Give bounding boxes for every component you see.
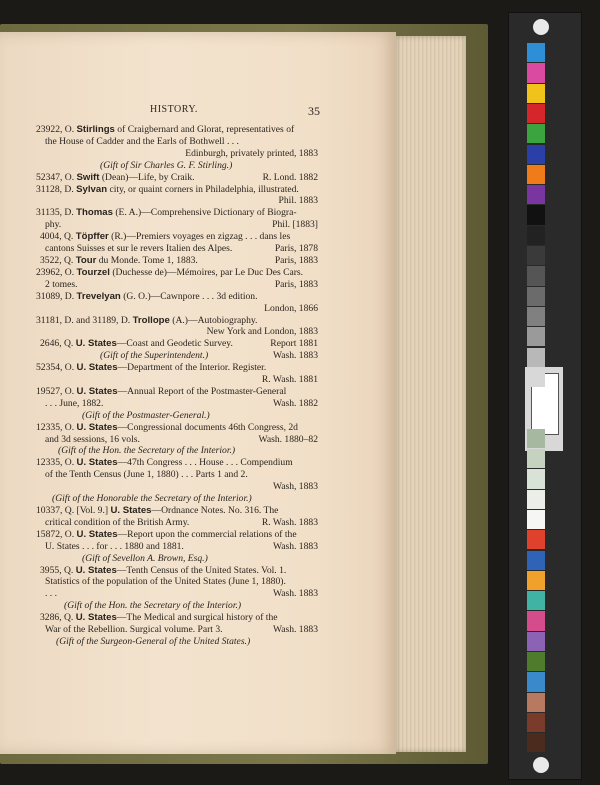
- catalog-entry: [36, 172, 318, 184]
- catalog-entry: [36, 255, 318, 267]
- page-header: [150, 104, 320, 120]
- entry-line: Statistics of the population of the United States (June 1, 1880).: [45, 576, 286, 588]
- entry-line: 31089, D. Trevelyan (G. O.)—Cawnpore . . . 3d edition.: [36, 290, 258, 302]
- color-patch: [527, 591, 545, 610]
- color-patch: [527, 307, 545, 326]
- color-patch: [527, 287, 545, 306]
- catalog-entry: [36, 207, 318, 231]
- entry-heading: U. States: [110, 505, 152, 516]
- color-patch: [527, 530, 545, 549]
- catalog-entry: [36, 124, 318, 172]
- color-patch: [527, 327, 545, 346]
- color-patch: [527, 205, 545, 224]
- catalog-entry: [36, 457, 318, 505]
- entry-line: 2646, Q. U. States—Coast and Geodetic Survey. Report 1881: [40, 338, 318, 350]
- entry-line: 10337, Q. [Vol. 9.] U. States—Ordnance Notes. No. 316. The: [36, 505, 279, 516]
- catalog-entry: [36, 386, 318, 422]
- entry-line: 52354, O. U. States—Department of the Interior. Register.: [36, 362, 267, 374]
- entry-heading: U. States: [75, 564, 117, 576]
- page-number: 35: [308, 104, 320, 118]
- color-patch: [527, 348, 545, 367]
- catalog-entry: [36, 184, 318, 208]
- entry-line: . . . Wash. 1883: [45, 588, 318, 600]
- entry-line: 31181, D. and 31189, D. Trollope (A.)—Autobiography.: [36, 314, 258, 326]
- catalog-entry: [36, 291, 318, 315]
- color-patch: [527, 490, 545, 509]
- entry-line: 23962, O. Tourzel (Duchesse de)—Mémoires, par Le Duc Des Cars.: [36, 266, 304, 278]
- entry-line: U. States . . . for . . . 1880 and 1881. Wash. 1883: [45, 540, 318, 552]
- color-patch: [527, 84, 545, 103]
- entry-line: cantons Suisses et sur le revers Italien des Alpes. Paris, 1878: [45, 243, 318, 255]
- entry-line: 19527, O. U. States—Annual Report of the Postmaster-General: [36, 385, 287, 397]
- entry-heading: Trevelyan: [76, 290, 121, 302]
- entry-heading: Tour: [75, 254, 97, 266]
- color-patch: [527, 246, 545, 265]
- catalog-entry: [36, 565, 318, 613]
- entry-line: 12335, O. U. States—Congressional documents 46th Congress, 2d: [36, 421, 298, 433]
- catalog-entry: [36, 422, 318, 458]
- entry-line: 15872, O. U. States—Report upon the commercial relations of the: [36, 528, 297, 540]
- color-patch: [527, 429, 545, 448]
- entry-heading: U. States: [76, 528, 118, 540]
- entry-heading: U. States: [76, 457, 118, 469]
- catalog-entry: [36, 231, 318, 255]
- entry-line: 12335, O. U. States—47th Congress . . . House . . . Compendium: [36, 457, 293, 469]
- entry-line: 3955, Q. U. States—Tenth Census of the United States. Vol. 1.: [40, 564, 287, 576]
- color-patch: [527, 449, 545, 468]
- color-patch: [527, 266, 545, 285]
- entry-line: 31128, D. Sylvan city, or quaint corners in Philadelphia, illustrated.: [36, 183, 299, 195]
- color-patch: [527, 104, 545, 123]
- color-checker: [508, 12, 582, 780]
- entry-line: Edinburgh, privately printed, 1883: [185, 147, 318, 159]
- catalog-entry: [36, 267, 318, 291]
- entry-line: 3286, Q. U. States—The Medical and surgical history of the: [40, 612, 278, 624]
- color-patch: [527, 571, 545, 590]
- catalog-entry: [36, 612, 318, 648]
- entry-heading: U. States: [76, 385, 118, 397]
- entry-line: 23922, O. Stirlings of Craigbernard and Glorat, representatives of: [36, 124, 295, 135]
- color-patch: [527, 551, 545, 570]
- color-patch: [527, 672, 545, 691]
- catalog-entry: [36, 362, 318, 386]
- color-patch: [527, 469, 545, 488]
- entry-line: 4004, Q. Töpffer (R.)—Premiers voyages en zigzag . . . dans les: [40, 231, 291, 243]
- entry-heading: U. States: [76, 421, 118, 433]
- entry-heading: Sylvan: [76, 183, 108, 195]
- entry-line: (Gift of the Honorable the Secretary of the Interior.): [52, 493, 252, 505]
- entry-heading: U. States: [75, 338, 117, 350]
- entry-heading: Tourzel: [76, 266, 110, 278]
- entry-line: 3522, Q. Tour du Monde. Tome 1, 1883. Paris, 1883: [40, 254, 318, 266]
- catalog-entry: [36, 338, 318, 362]
- entry-heading: Töpffer: [75, 231, 109, 243]
- entry-line: London, 1866: [264, 302, 318, 314]
- entry-heading: Thomas: [76, 207, 113, 219]
- entry-heading: U. States: [75, 612, 117, 624]
- catalog-entry: [36, 529, 318, 565]
- color-patch: [527, 733, 545, 752]
- entry-line: (Gift of the Hon. the Secretary of the Interior.): [58, 445, 236, 457]
- color-patch: [527, 713, 545, 732]
- entry-line: and 3d sessions, 16 vols. Wash. 1880–82: [45, 433, 318, 445]
- color-patch: [527, 611, 545, 630]
- entry-line: the House of Cadder and the Earls of Bothwell . . .: [45, 135, 239, 147]
- color-patch: [527, 63, 545, 82]
- entry-line: phy. Phil. [1883]: [45, 219, 318, 231]
- punch-hole: [533, 19, 549, 35]
- color-patch: [527, 165, 545, 184]
- entry-line: New York and London, 1883: [206, 326, 318, 338]
- entry-line: (Gift of the Postmaster-General.): [82, 409, 210, 421]
- entry-line: 52347, O. Swift (Dean)—Life, by Craik. R. Lond. 1882: [36, 171, 318, 183]
- entry-heading: U. States: [76, 362, 118, 374]
- page-edges: [396, 36, 466, 752]
- entry-line: . . . June, 1882. Wash. 1882: [45, 397, 318, 409]
- running-head: HISTORY.: [150, 104, 198, 115]
- entry-line: War of the Rebellion. Surgical volume. Part 3. Wash. 1883: [45, 624, 318, 636]
- entry-line: (Gift of the Hon. the Secretary of the Interior.): [64, 600, 242, 612]
- entry-heading: Swift: [76, 171, 100, 183]
- entry-line: of the Tenth Census (June 1, 1880) . . . Parts 1 and 2.: [45, 469, 248, 481]
- color-patch: [527, 226, 545, 245]
- color-patch: [527, 185, 545, 204]
- color-patch: [527, 510, 545, 529]
- entry-line: Phil. 1883: [278, 195, 318, 207]
- entry-line: (Gift of the Superintendent.) Wash. 1883: [100, 350, 318, 362]
- color-patch: [527, 368, 545, 387]
- color-patch: [527, 693, 545, 712]
- color-patch: [527, 632, 545, 651]
- catalog-entry: [36, 315, 318, 339]
- color-patch: [527, 145, 545, 164]
- entry-line: critical condition of the British Army. R. Wash. 1883: [45, 516, 318, 528]
- punch-hole: [533, 757, 549, 773]
- entry-line: R. Wash. 1881: [261, 374, 318, 386]
- entry-line: 2 tomes. Paris, 1883: [45, 278, 318, 290]
- color-patch: [527, 124, 545, 143]
- color-patch: [527, 652, 545, 671]
- catalog-entry: [36, 505, 318, 529]
- entry-line: (Gift of Sir Charles G. F. Stirling.): [100, 159, 233, 171]
- entry-line: Wash, 1883: [272, 481, 318, 493]
- entry-heading: Stirlings: [76, 124, 115, 135]
- color-patch: [527, 43, 545, 62]
- entry-line: (Gift of Sevellon A. Brown, Esq.): [82, 552, 208, 564]
- catalog-entries: [36, 124, 318, 648]
- entry-line: (Gift of the Surgeon-General of the United States.): [56, 635, 251, 647]
- entry-heading: Trollope: [132, 314, 170, 326]
- entry-line: 31135, D. Thomas (E. A.)—Comprehensive Dictionary of Biogra-: [36, 207, 297, 219]
